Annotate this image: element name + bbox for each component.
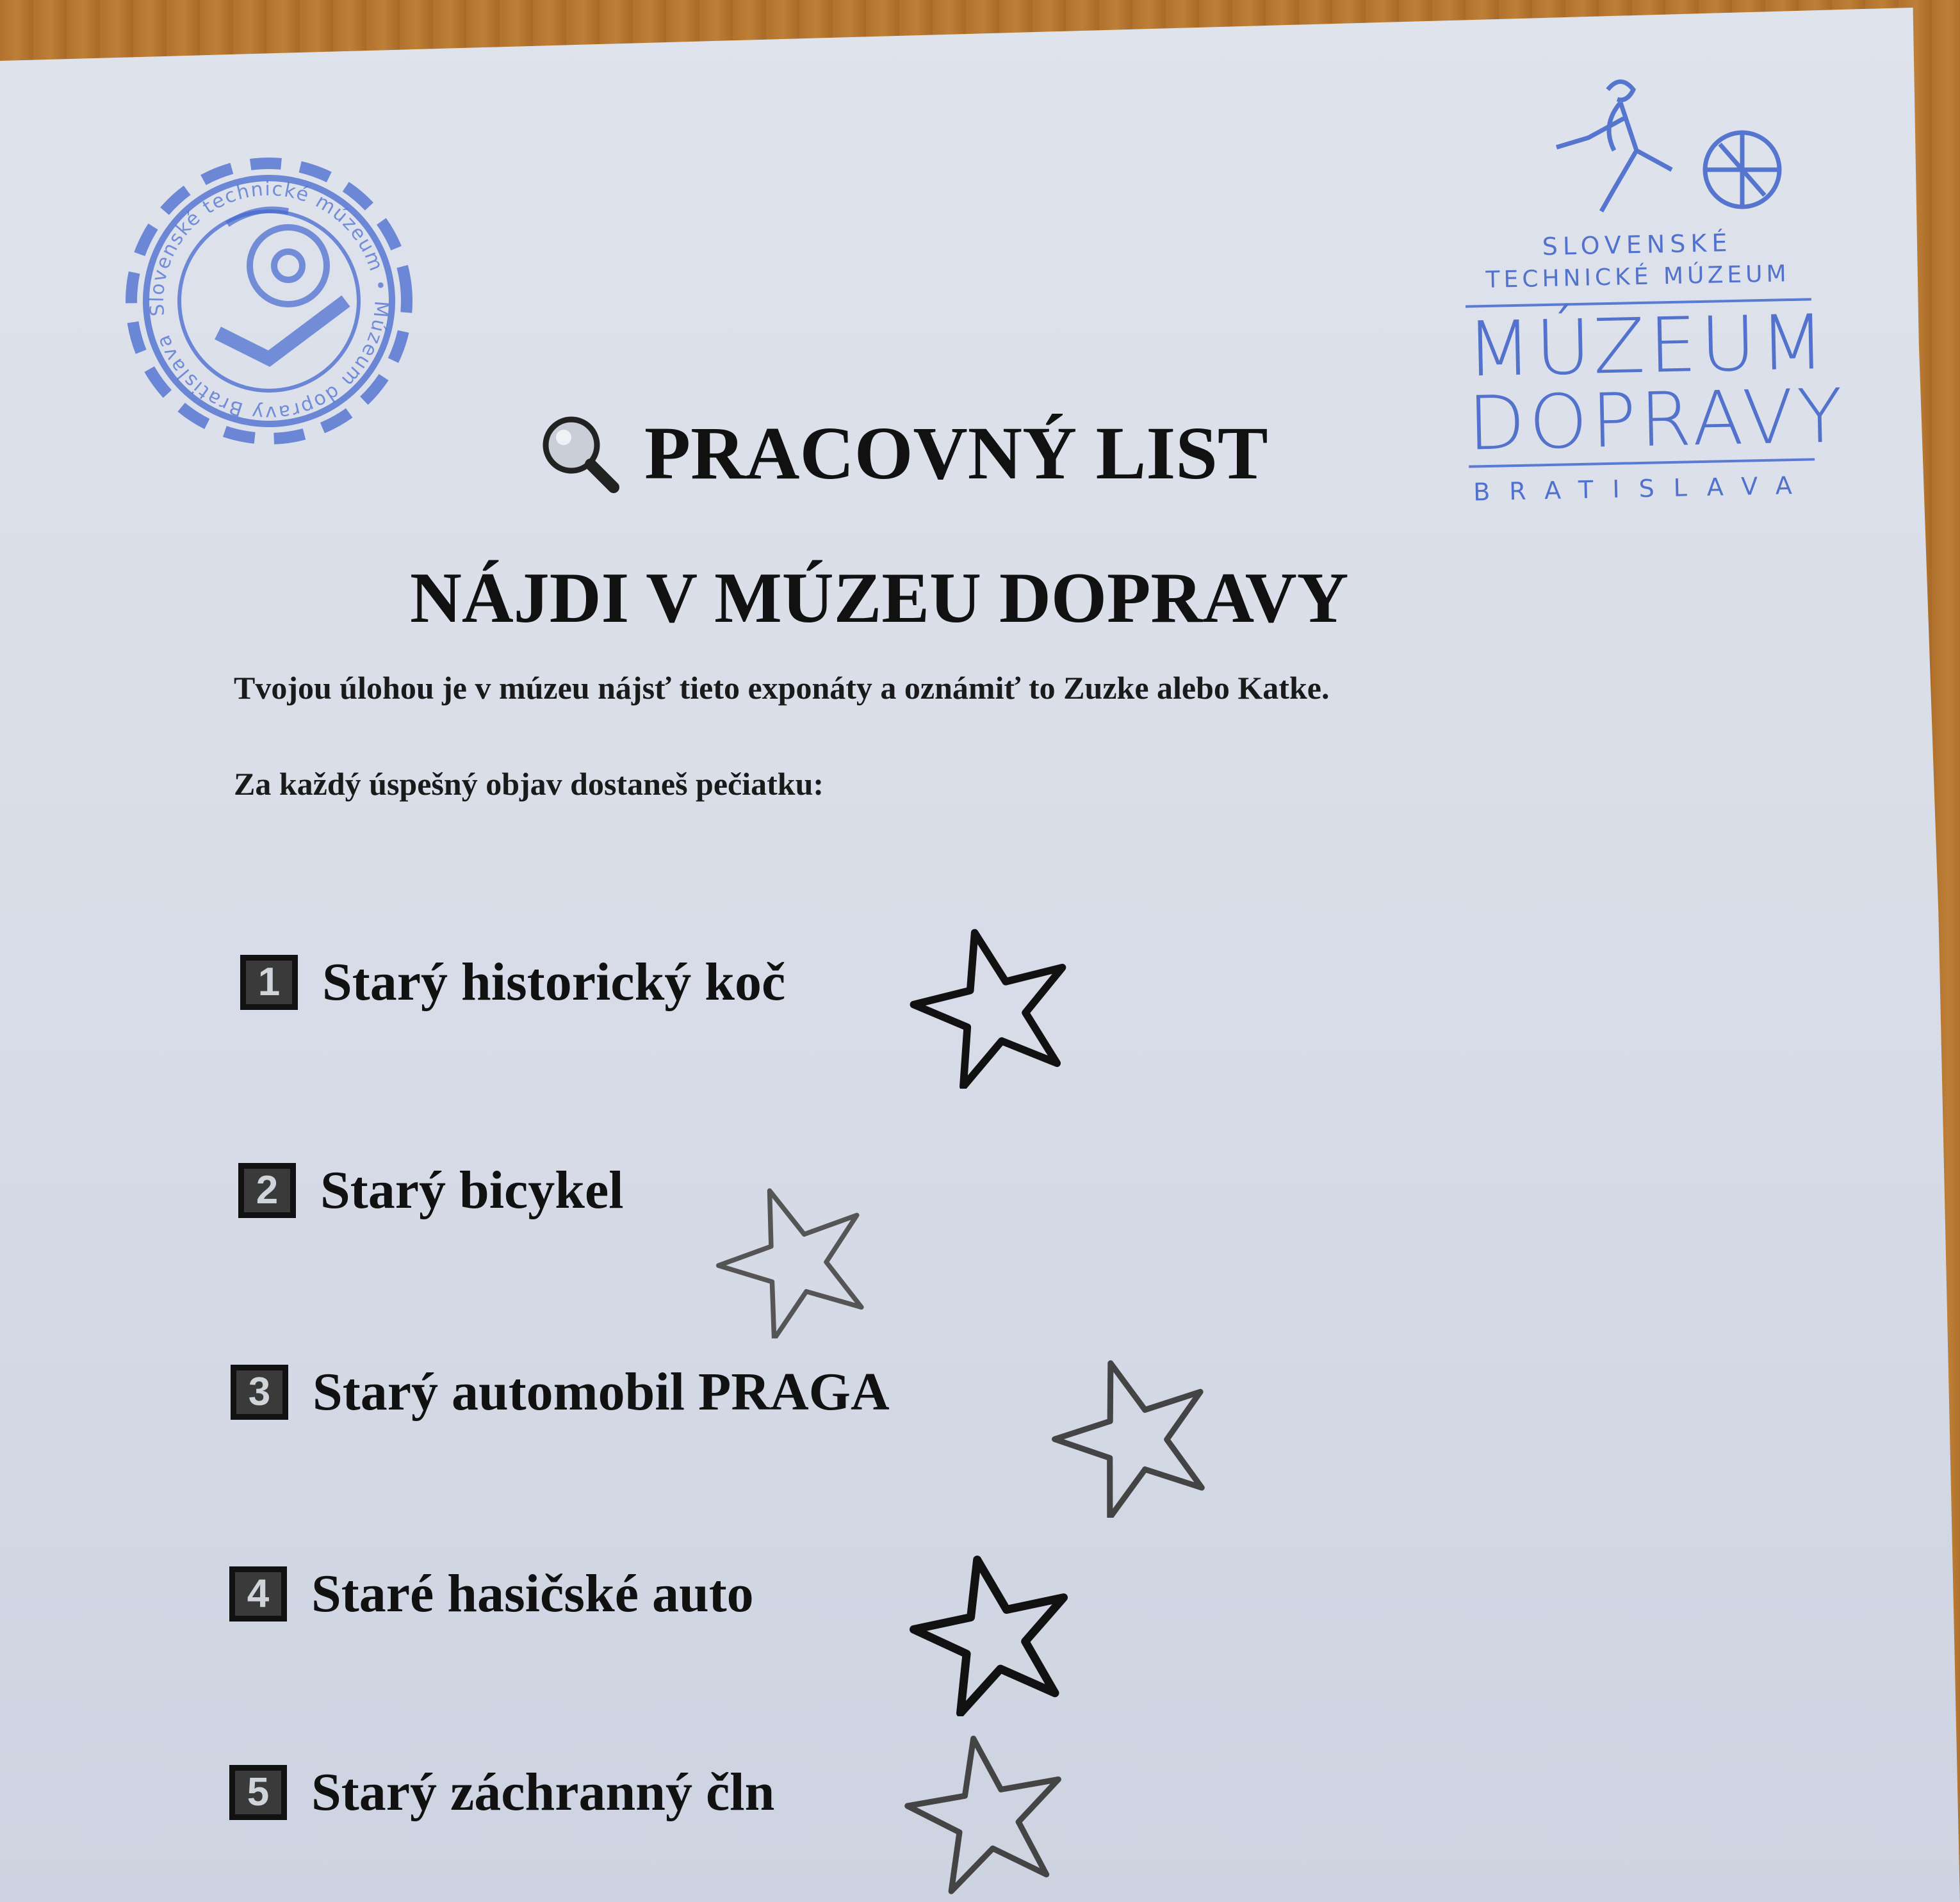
item-label: Starý bicykel <box>320 1160 624 1220</box>
worksheet-title <box>538 410 1268 497</box>
page-title: PRACOVNÝ LIST <box>644 411 1268 495</box>
item-number-badge: 2 <box>238 1163 296 1218</box>
stamp-line-bratislava: BRATISLAVA <box>1473 471 1812 507</box>
stamp-line-dopravy: DOPRAVY <box>1467 373 1847 467</box>
task-instruction: Tvojou úlohou je v múzeu nájsť tieto exponáty a oznámiť to Zuzke alebo Katke. <box>234 670 1330 706</box>
item-label: Starý automobil PRAGA <box>313 1362 890 1422</box>
museum-stamp-text <box>1464 227 1847 507</box>
item-label: Staré hasičské auto <box>311 1564 754 1623</box>
stamp-line-slovenske: SLOVENSKÉ <box>1542 228 1733 261</box>
star-stamp-icon <box>1050 1351 1217 1518</box>
item-number-badge: 4 <box>229 1566 287 1622</box>
item-label: Starý záchranný čln <box>311 1762 775 1822</box>
list-item <box>231 1361 890 1423</box>
list-item <box>229 1761 774 1823</box>
stamp-line-muzeum: MÚZEUM <box>1465 297 1830 394</box>
reward-rule: Za každý úspešný objav dostaneš pečiatku: <box>234 766 824 802</box>
gear-stamp <box>96 128 442 474</box>
magnifier-icon <box>538 412 621 495</box>
item-number-badge: 5 <box>229 1765 287 1820</box>
star-stamp-icon <box>903 1729 1070 1896</box>
star-stamp-icon <box>714 1178 874 1338</box>
stamp-line-technicke-muzeum: TECHNICKÉ MÚZEUM <box>1485 261 1790 294</box>
item-number-badge: 3 <box>231 1365 288 1420</box>
star-stamp-icon <box>910 922 1076 1089</box>
page-subtitle: NÁJDI V MÚZEU DOPRAVY <box>410 558 1349 638</box>
list-item <box>240 951 785 1013</box>
list-item <box>229 1563 754 1625</box>
item-number-badge: 1 <box>240 955 298 1010</box>
item-label: Starý historický koč <box>322 952 786 1012</box>
star-stamp-icon <box>910 1550 1076 1716</box>
list-item <box>238 1159 624 1221</box>
svg-text:Slovenské technické múzeum • M: Slovenské technické múzeum • Múzeum dopravy Bratislava <box>145 177 393 425</box>
